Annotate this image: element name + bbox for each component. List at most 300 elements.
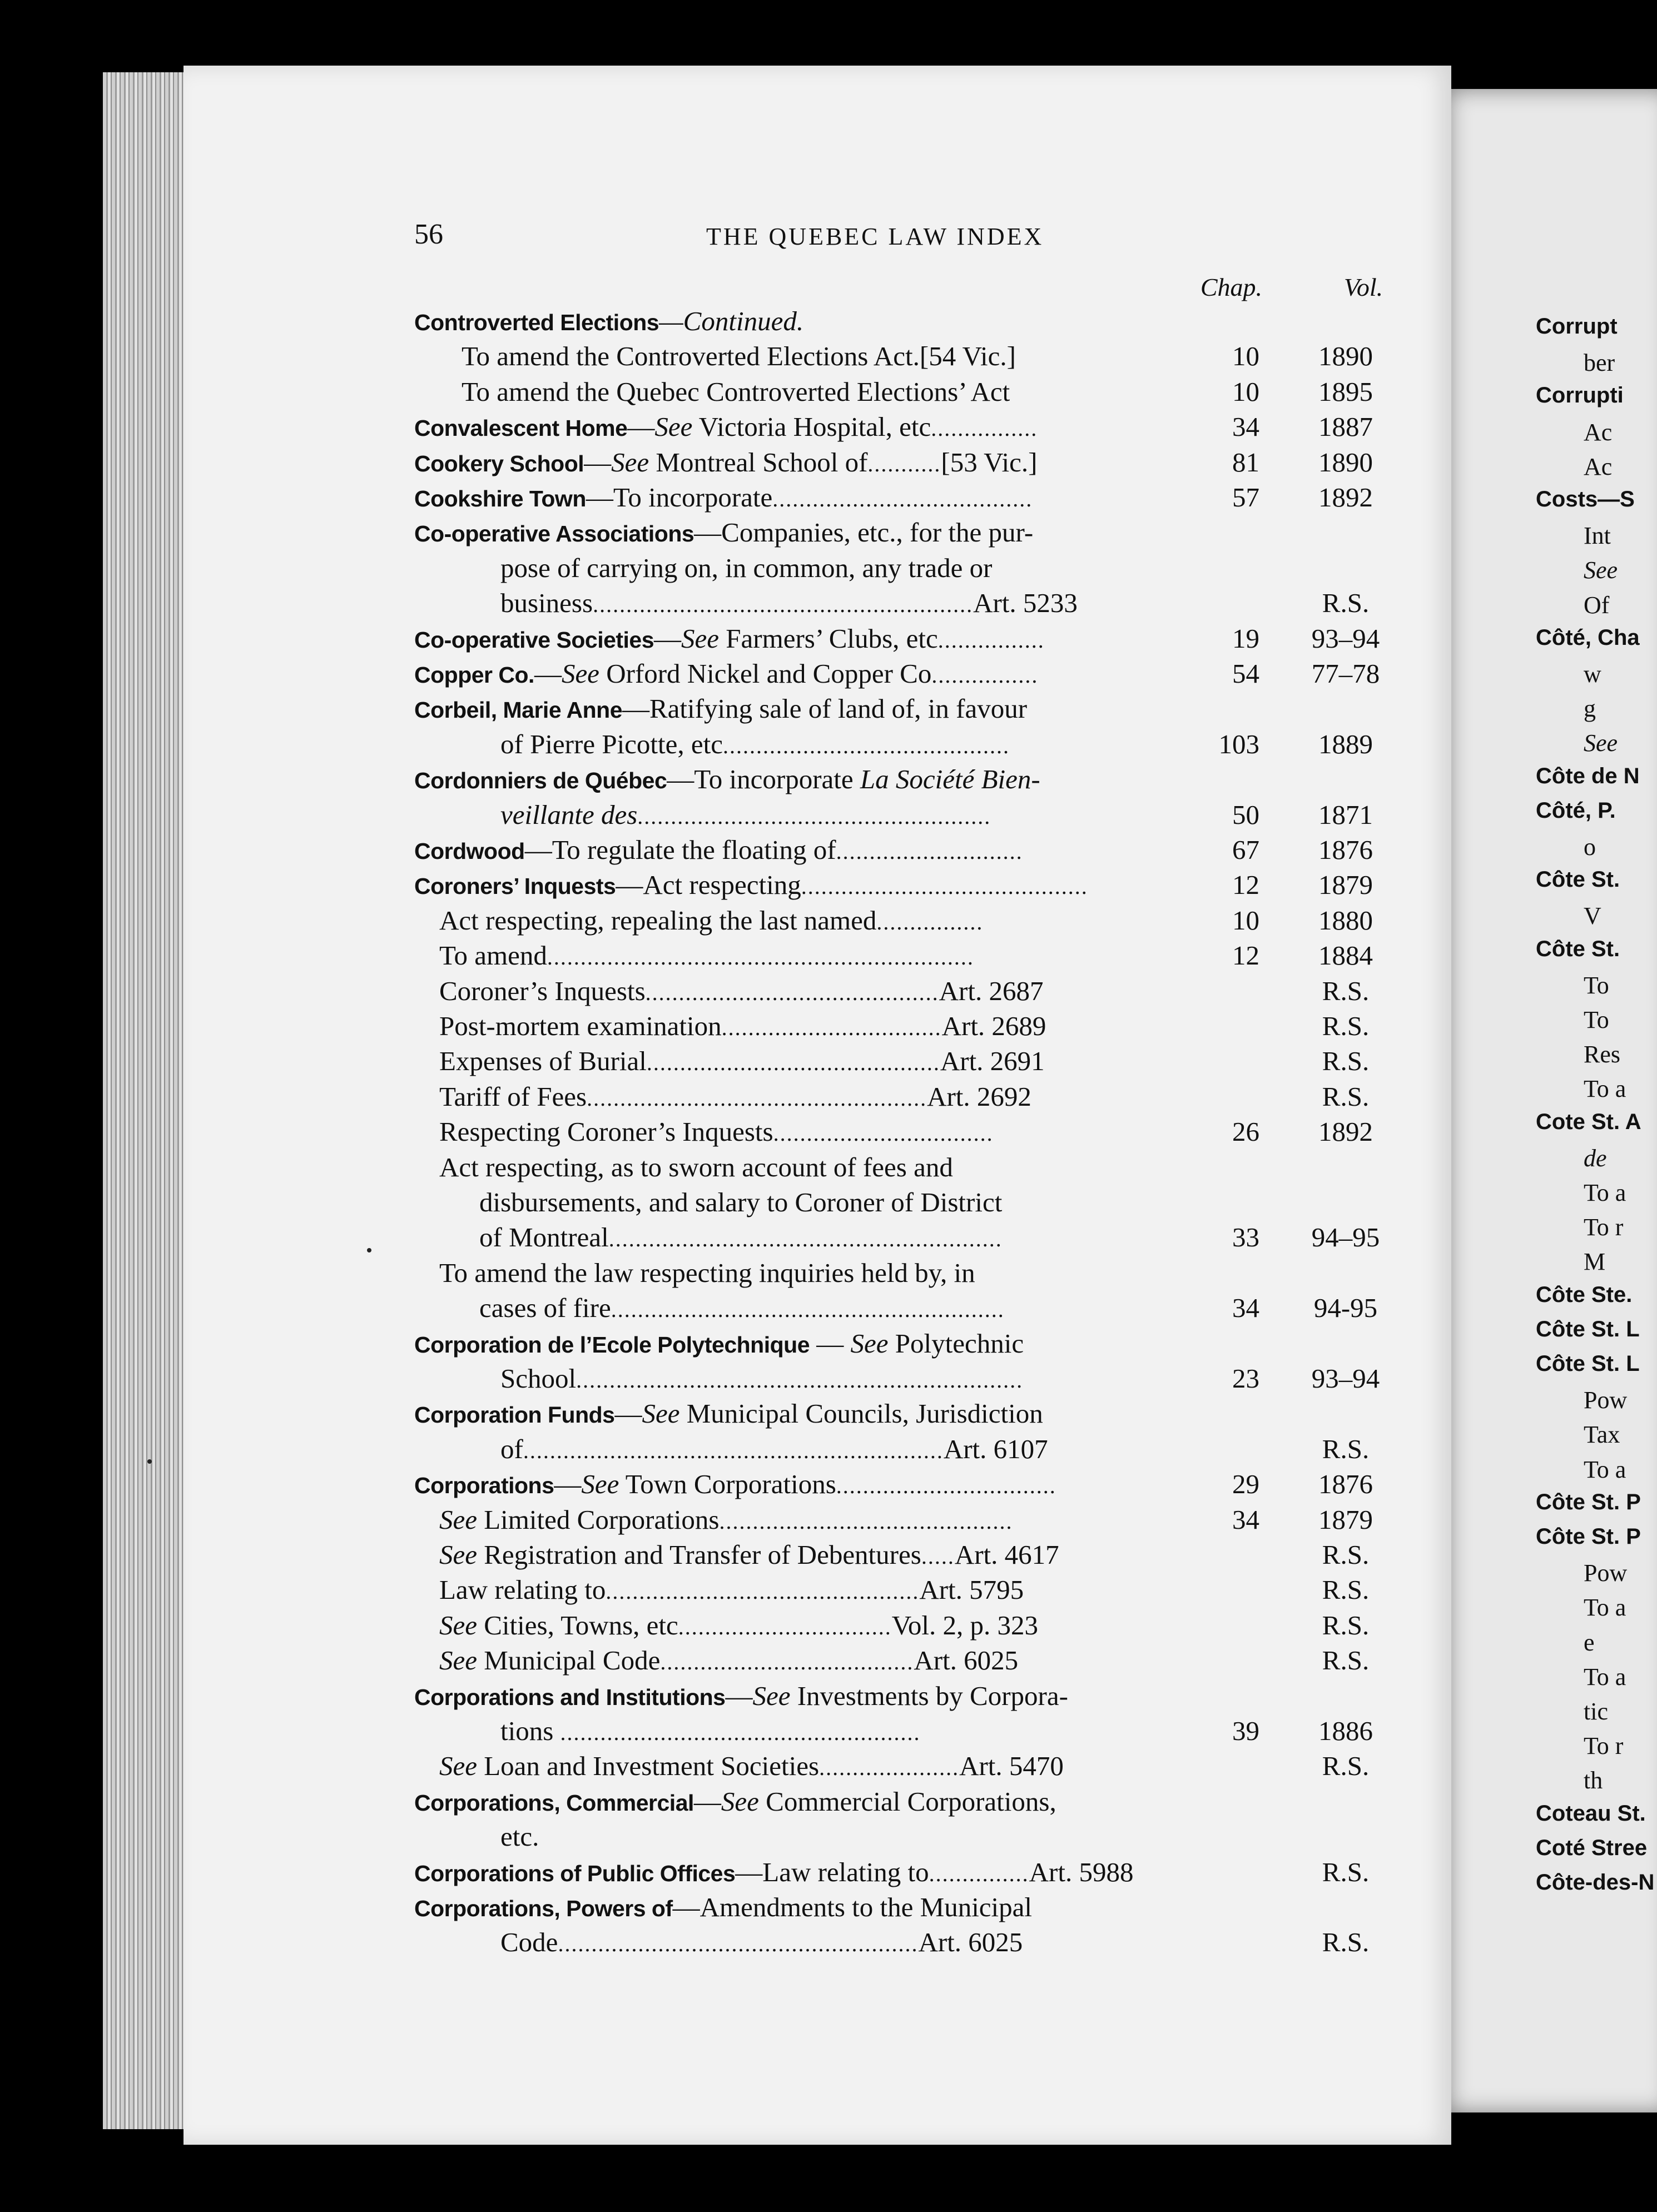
index-entry — [0, 1325, 1633, 1362]
running-title: THE QUEBEC LAW INDEX — [706, 223, 1044, 250]
facing-page-fragment: Pow — [1584, 1386, 1628, 1414]
index-entry — [0, 726, 1633, 763]
entry-chapter: 67 — [1232, 834, 1259, 865]
index-entry — [0, 1854, 1633, 1891]
index-entry — [0, 585, 1633, 622]
entry-heading: Corporations, Commercial — [414, 1790, 694, 1816]
index-entry — [0, 1149, 1633, 1186]
facing-page-fragment: Côte St. L — [1536, 1316, 1640, 1341]
entry-heading: Co-operative Societies — [414, 627, 654, 653]
entry-volume: R.S. — [1322, 1927, 1370, 1958]
entry-fragment: Art. 5233 — [973, 588, 1078, 619]
entry-fragment: —Act respecting — [616, 869, 801, 901]
index-entry — [0, 620, 1633, 657]
entry-fragment: To amend the Controverted Elections Act.[54 Vic.] — [462, 341, 1016, 372]
entry-fragment: Municipal Councils, Jurisdiction — [679, 1398, 1043, 1429]
entry-text — [414, 655, 1038, 694]
entry-chapter: 10 — [1232, 904, 1259, 936]
entry-chapter: 81 — [1232, 446, 1259, 478]
entry-volume: 1884 — [1318, 940, 1373, 971]
entry-fragment: To amend — [439, 940, 547, 971]
entry-text — [439, 1537, 1059, 1575]
entry-fragment: Orford Nickel and Copper Co — [599, 658, 932, 689]
entry-heading: Corporation Funds — [414, 1402, 615, 1428]
entry-text — [439, 1078, 1031, 1117]
facing-page-fragment: See — [1584, 556, 1618, 584]
entry-text — [479, 1219, 1003, 1257]
facing-page-fragment: To r — [1584, 1214, 1624, 1241]
entry-fragment: Montreal School of — [649, 446, 868, 478]
entry-fragment: Expenses of Burial — [439, 1046, 647, 1077]
facing-page-fragment: tic — [1584, 1698, 1608, 1725]
index-entry — [0, 761, 1633, 798]
entry-text — [439, 1748, 1064, 1786]
entry-fragment: Town Corporations — [619, 1469, 836, 1500]
index-entry — [0, 1078, 1633, 1115]
entry-fragment: of — [500, 1433, 523, 1464]
dot-leader: ................................. — [836, 1473, 1056, 1499]
entry-heading: Cookery School — [414, 450, 584, 476]
entry-fragment: Law relating to — [439, 1574, 606, 1605]
entry-chapter: 50 — [1232, 799, 1259, 830]
entry-chapter: 10 — [1232, 376, 1259, 407]
entry-fragment: of Pierre Picotte, etc — [500, 728, 723, 759]
dot-leader: ............................................ — [646, 1050, 940, 1076]
entry-chapter: 10 — [1232, 341, 1259, 372]
entry-text — [439, 1502, 1013, 1540]
entry-fragment: — — [627, 411, 655, 443]
index-entry — [0, 550, 1633, 586]
facing-page-fragment: Int — [1584, 522, 1611, 550]
entry-text — [500, 797, 991, 835]
entry-volume: 77–78 — [1311, 658, 1380, 689]
entry-volume: 1890 — [1318, 446, 1373, 478]
entry-fragment: Art. 2687 — [939, 975, 1044, 1006]
entry-text — [414, 620, 1045, 659]
index-entry — [0, 444, 1633, 481]
facing-page-fragment: M — [1584, 1248, 1606, 1276]
entry-chapter: 29 — [1232, 1469, 1259, 1500]
facing-page-fragment: w — [1584, 660, 1601, 688]
entry-text — [414, 303, 803, 341]
facing-page-fragment: ber — [1584, 349, 1615, 377]
entry-fragment: — — [654, 623, 682, 654]
entry-text — [439, 973, 1043, 1011]
entry-text — [439, 1255, 975, 1291]
entry-text — [439, 902, 983, 941]
entry-fragment: [53 Vic.] — [941, 446, 1038, 478]
entry-fragment: See — [850, 1328, 889, 1359]
entry-fragment: Investments by Corpora- — [790, 1680, 1068, 1711]
entry-volume: 1876 — [1318, 1469, 1373, 1500]
index-entry — [0, 690, 1633, 727]
facing-page-fragment: Côté, P. — [1536, 798, 1616, 823]
entry-text — [439, 1642, 1018, 1681]
entry-fragment: Registration and Transfer of Debentures — [477, 1539, 921, 1570]
entry-volume: 1871 — [1318, 799, 1373, 830]
dot-leader: ................................................................... — [576, 1368, 1024, 1393]
dot-leader: ................................ — [678, 1614, 892, 1639]
index-entry — [0, 1642, 1633, 1679]
entry-fragment: Art. 2689 — [941, 1011, 1046, 1041]
entry-fragment: Art. 6025 — [914, 1645, 1019, 1676]
entry-volume: 1879 — [1318, 1504, 1373, 1535]
entry-fragment: —To regulate the floating of — [524, 834, 836, 865]
index-entry — [0, 1607, 1633, 1644]
entry-fragment: — — [614, 1398, 642, 1429]
entry-fragment: Post-mortem examination — [439, 1011, 722, 1041]
index-entry — [0, 797, 1633, 833]
index-entry — [0, 1360, 1633, 1397]
dot-leader: ............................................ — [719, 1508, 1013, 1534]
facing-page-fragment: Of — [1584, 591, 1610, 619]
facing-page-fragment: th — [1584, 1767, 1603, 1795]
entry-chapter: 26 — [1232, 1116, 1259, 1147]
facing-page-fragment: Corrupti — [1536, 383, 1624, 408]
entry-fragment: cases of fire — [479, 1293, 611, 1324]
facing-page-fragment: To r — [1584, 1732, 1624, 1760]
dot-leader: ................ — [876, 909, 984, 934]
entry-volume: 1887 — [1318, 411, 1373, 443]
entry-fragment: — — [810, 1328, 851, 1359]
facing-page-fragment: Côte St. L — [1536, 1351, 1640, 1376]
entry-volume: R.S. — [1322, 1645, 1370, 1676]
entry-fragment: —Law relating to — [735, 1856, 929, 1887]
entry-volume: R.S. — [1322, 588, 1370, 619]
entry-text — [439, 937, 974, 976]
entry-fragment: Municipal Code — [477, 1645, 661, 1676]
index-entry — [0, 303, 1633, 340]
entry-heading: Copper Co. — [414, 662, 534, 688]
entry-heading: Cordonniers de Québec — [414, 768, 667, 794]
entry-volume: 1895 — [1318, 376, 1373, 407]
facing-page-fragment: de — [1584, 1144, 1607, 1172]
entry-volume: R.S. — [1322, 1081, 1370, 1112]
facing-page-fragment: Cote St. A — [1536, 1109, 1641, 1134]
facing-page-fragment: g — [1584, 695, 1596, 723]
entry-heading: Coroners’ Inquests — [414, 873, 616, 899]
entry-text — [500, 1818, 539, 1855]
index-entry — [0, 973, 1633, 1010]
facing-page-fragment: Côte St. P — [1536, 1524, 1641, 1549]
entry-fragment: Art. 5988 — [1029, 1856, 1134, 1887]
dot-leader: ................ — [931, 663, 1039, 688]
entry-fragment: Cities, Towns, etc — [477, 1609, 678, 1641]
entry-chapter: 39 — [1232, 1716, 1259, 1746]
facing-page-fragment: Coteau St. — [1536, 1801, 1646, 1826]
entry-text — [414, 1783, 1056, 1821]
entry-fragment: Art. 5470 — [959, 1751, 1064, 1782]
entry-fragment: See — [654, 411, 693, 443]
page-number: 56 — [414, 218, 443, 250]
index-entry — [0, 1431, 1633, 1468]
entry-heading: Corbeil, Marie Anne — [414, 697, 622, 723]
index-entry — [0, 1537, 1633, 1573]
entry-text — [479, 1290, 1005, 1328]
entry-volume: 1879 — [1318, 869, 1373, 901]
entry-volume: R.S. — [1322, 1574, 1370, 1605]
dot-leader: ..................... — [819, 1755, 960, 1781]
dot-leader: ................................. — [773, 1121, 994, 1146]
entry-fragment: business — [500, 588, 593, 619]
facing-page-fragment: Res — [1584, 1041, 1620, 1068]
entry-fragment: veillante des — [500, 799, 638, 830]
facing-page-fragment: Tax — [1584, 1421, 1620, 1449]
entry-chapter: 33 — [1232, 1222, 1259, 1253]
entry-fragment: See — [721, 1786, 759, 1817]
entry-text — [500, 1924, 1023, 1962]
entry-volume: R.S. — [1322, 1539, 1370, 1570]
entry-fragment: Polytechnic — [888, 1328, 1024, 1359]
facing-page-fragment: Ac — [1584, 418, 1613, 446]
index-entry — [0, 902, 1633, 939]
dot-leader: ........................................................... — [611, 1297, 1005, 1323]
entry-fragment: See — [439, 1504, 477, 1535]
entry-text — [500, 550, 992, 586]
facing-page-fragment: Corrupt — [1536, 314, 1618, 339]
index-entry — [0, 1889, 1633, 1926]
entry-fragment: Limited Corporations — [477, 1504, 720, 1535]
dot-leader: ...................................... — [660, 1649, 914, 1675]
entry-fragment: Vol. 2, p. 323 — [891, 1609, 1038, 1641]
entry-text — [414, 514, 1033, 552]
entry-text — [439, 1114, 994, 1152]
facing-page-fragment: To — [1584, 971, 1609, 999]
index-entry — [0, 1713, 1633, 1749]
facing-page-fragment: To a — [1584, 1455, 1626, 1483]
entry-text — [500, 726, 1010, 764]
entry-text — [414, 832, 1023, 870]
entry-fragment: See — [581, 1469, 619, 1500]
facing-page-fragment: o — [1584, 833, 1596, 861]
entry-fragment: — — [554, 1469, 582, 1500]
index-entry — [0, 1008, 1633, 1045]
dot-leader: ........................................................... — [608, 1226, 1003, 1252]
entry-chapter: 34 — [1232, 1504, 1259, 1535]
entry-chapter: 103 — [1218, 728, 1259, 759]
entry-chapter: 23 — [1232, 1363, 1259, 1394]
dot-leader: ............................................................... — [523, 1438, 944, 1463]
entry-heading: Corporations, Powers of — [414, 1896, 673, 1921]
dot-leader: ............... — [929, 1861, 1029, 1886]
dot-leader: ........................................... — [801, 874, 1088, 899]
entry-volume: 1889 — [1318, 728, 1373, 759]
entry-fragment: —Ratifying sale of land of, in favour — [622, 693, 1028, 724]
entry-text — [414, 690, 1027, 728]
entry-volume: 93–94 — [1311, 1363, 1380, 1394]
entry-text — [500, 1431, 1048, 1469]
entry-volume: 1890 — [1318, 341, 1373, 372]
facing-page-fragment: Pow — [1584, 1559, 1628, 1587]
entry-text — [439, 1043, 1045, 1081]
entry-fragment: See — [611, 446, 649, 478]
speck — [367, 1248, 371, 1252]
entry-fragment: See — [681, 623, 720, 654]
dot-leader: ................ — [937, 627, 1045, 653]
dot-leader: ................................. — [721, 1015, 942, 1040]
index-entry — [0, 832, 1633, 868]
entry-text — [500, 585, 1078, 623]
entry-volume: R.S. — [1322, 1046, 1370, 1077]
entry-fragment: See — [561, 658, 599, 689]
entry-volume: 1880 — [1318, 904, 1373, 936]
entry-volume: 1892 — [1318, 1116, 1373, 1147]
entry-chapter: 34 — [1232, 1293, 1259, 1324]
entry-fragment: Code — [500, 1927, 558, 1958]
index-entry — [0, 1678, 1633, 1714]
entry-fragment: tions — [500, 1716, 560, 1746]
dot-leader: ......................................................... — [593, 592, 974, 618]
entry-chapter: 54 — [1232, 658, 1259, 689]
entry-text — [462, 374, 1010, 410]
entry-text — [414, 1854, 1133, 1892]
entry-volume: R.S. — [1322, 975, 1370, 1006]
entry-heading: Corporations and Institutions — [414, 1684, 726, 1710]
index-entry — [0, 1114, 1633, 1150]
index-entry — [0, 1572, 1633, 1608]
column-header-chap: Chap. — [1200, 273, 1262, 301]
dot-leader: ................ — [931, 416, 1038, 441]
entry-volume: R.S. — [1322, 1751, 1370, 1782]
entry-heading: Corporations of Public Offices — [414, 1860, 736, 1886]
entry-fragment: Art. 6107 — [943, 1433, 1048, 1464]
entry-text — [414, 867, 1088, 905]
entry-fragment: —To incorporate — [586, 482, 773, 513]
index-entry — [0, 1255, 1633, 1291]
entry-fragment: Victoria Hospital, etc — [692, 411, 931, 443]
facing-page-fragment: Côte St. — [1536, 867, 1620, 892]
dot-leader: ...................................................... — [558, 1931, 919, 1957]
dot-leader: ............................................... — [606, 1579, 920, 1604]
entry-volume: R.S. — [1322, 1609, 1370, 1641]
index-entry — [0, 867, 1633, 903]
entry-fragment: Art. 4617 — [954, 1539, 1059, 1570]
entry-fragment: etc. — [500, 1821, 539, 1852]
facing-page-fragment: To — [1584, 1006, 1609, 1033]
entry-fragment: —Companies, etc., for the pur- — [694, 517, 1034, 548]
entry-volume: 1886 — [1318, 1716, 1373, 1746]
facing-page-fragment: To a — [1584, 1179, 1626, 1206]
entry-fragment: Art. 2691 — [940, 1046, 1045, 1077]
facing-page-fragment: Côte de N — [1536, 763, 1640, 788]
index-entry — [0, 1818, 1633, 1855]
index-entry — [0, 1395, 1633, 1432]
index-entry — [0, 655, 1633, 692]
entry-fragment: — — [534, 658, 562, 689]
index-entry — [0, 1924, 1633, 1961]
entry-text — [414, 409, 1038, 447]
entry-fragment: Coroner’s Inquests — [439, 975, 646, 1006]
entry-fragment: To amend the Quebec Controverted Elections’ Act — [462, 376, 1010, 407]
speck — [147, 1459, 152, 1464]
entry-chapter: 34 — [1232, 411, 1259, 443]
entry-volume: 94-95 — [1313, 1293, 1378, 1324]
facing-page-fragment: V — [1584, 902, 1601, 930]
entry-fragment: Commercial Corporations, — [758, 1786, 1056, 1817]
entry-volume: 93–94 — [1311, 623, 1380, 654]
entry-fragment: of Montreal — [479, 1222, 609, 1253]
entry-volume: R.S. — [1322, 1433, 1370, 1464]
entry-text — [462, 338, 1016, 375]
entry-text — [439, 1008, 1046, 1046]
facing-page-fragment: Côté, Cha — [1536, 625, 1640, 650]
facing-page-fragment: Côte St. P — [1536, 1489, 1641, 1514]
facing-page-fragment: e — [1584, 1628, 1595, 1656]
entry-fragment: Art. 5795 — [919, 1574, 1024, 1605]
entry-fragment: See — [439, 1539, 477, 1570]
entry-text — [414, 1395, 1043, 1433]
entry-text — [414, 444, 1037, 483]
entry-fragment: La Société Bien- — [860, 764, 1040, 795]
facing-page-fragment: Ac — [1584, 453, 1613, 480]
facing-page-fragment: Côte-des-N — [1536, 1870, 1655, 1895]
entry-chapter: 12 — [1232, 869, 1259, 901]
entry-text — [414, 1325, 1024, 1363]
entry-fragment: Art. 6025 — [918, 1927, 1023, 1958]
facing-page-fragment: To a — [1584, 1075, 1626, 1103]
index-entry — [0, 1290, 1633, 1326]
entry-text — [414, 1889, 1032, 1927]
entry-text — [500, 1360, 1023, 1399]
entry-text — [439, 1149, 953, 1186]
entry-fragment: Tariff of Fees — [439, 1081, 587, 1112]
entry-text — [414, 1466, 1056, 1504]
entry-fragment: Loan and Investment Societies — [477, 1751, 820, 1782]
entry-chapter: 12 — [1232, 940, 1259, 971]
dot-leader: ........................................... — [723, 733, 1010, 758]
dot-leader: ............................................ — [645, 980, 939, 1005]
index-entry — [0, 1783, 1633, 1820]
entry-fragment: — — [693, 1786, 721, 1817]
entry-fragment: See — [642, 1398, 680, 1429]
entry-text — [479, 1184, 1002, 1221]
entry-volume: R.S. — [1322, 1011, 1370, 1041]
entry-fragment: See — [439, 1751, 477, 1782]
facing-page-fragment: See — [1584, 729, 1618, 757]
entry-text — [439, 1607, 1038, 1646]
dot-leader: ............................ — [836, 839, 1023, 864]
dot-leader: ........... — [867, 451, 941, 476]
column-header-vol: Vol. — [1343, 273, 1383, 301]
entry-volume: 1892 — [1318, 482, 1373, 513]
entry-text — [414, 479, 1033, 518]
entry-fragment: Farmers’ Clubs, etc — [719, 623, 938, 654]
entry-fragment: — — [584, 446, 612, 478]
index-entry — [0, 338, 1633, 375]
entry-fragment: disbursements, and salary to Coroner of District — [479, 1187, 1003, 1217]
index-entry — [0, 937, 1633, 974]
entry-text — [414, 761, 1040, 799]
facing-page-fragment: Côte St. — [1536, 936, 1620, 961]
facing-page-fragment: To a — [1584, 1663, 1626, 1691]
entry-text — [500, 1713, 921, 1751]
entry-fragment: To amend the law respecting inquiries held by, in — [439, 1257, 975, 1288]
entry-chapter: 57 — [1232, 482, 1259, 513]
entry-text — [414, 1678, 1068, 1716]
entry-heading: Corporation de l’Ecole Polytechnique — [414, 1331, 810, 1358]
index-entry — [0, 1748, 1633, 1784]
entry-fragment: pose of carrying on, in common, any trade or — [500, 552, 993, 583]
entry-fragment: Act respecting, repealing the last named — [439, 904, 877, 936]
index-entry — [0, 1184, 1633, 1221]
entry-fragment: Act respecting, as to sworn account of fees and — [439, 1151, 953, 1182]
entry-fragment: See — [752, 1680, 791, 1711]
entry-volume: 1876 — [1318, 834, 1373, 865]
index-entry — [0, 1502, 1633, 1538]
entry-fragment: See — [439, 1645, 477, 1676]
entry-heading: Co-operative Associations — [414, 521, 694, 547]
entry-fragment: — — [725, 1680, 753, 1711]
